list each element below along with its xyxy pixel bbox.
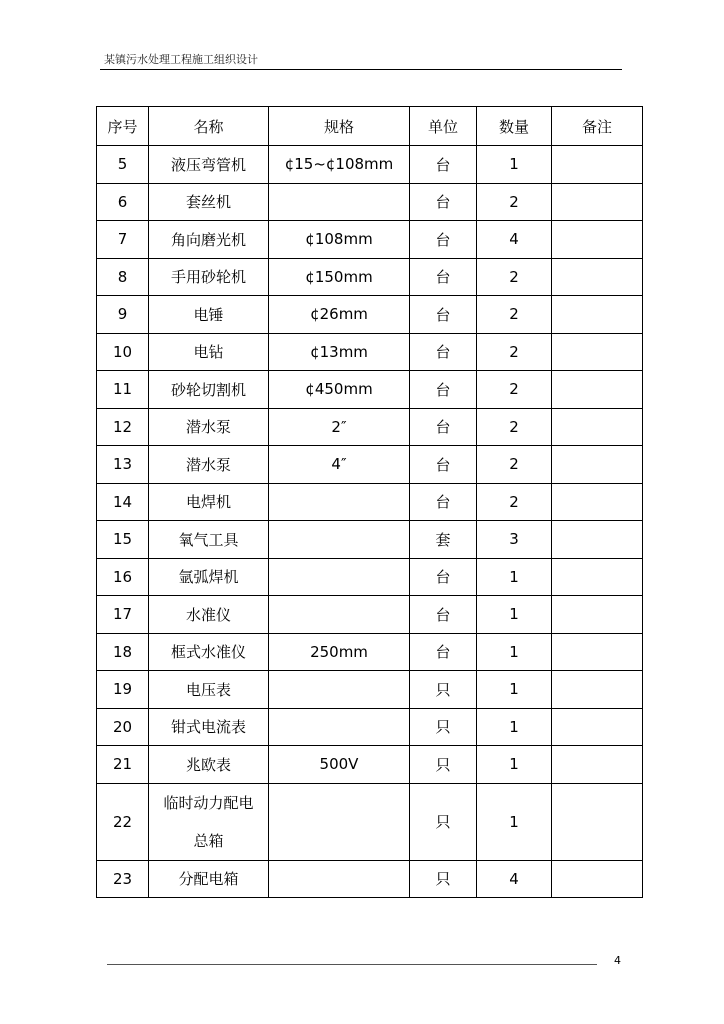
cell-note: [552, 183, 643, 221]
cell-name: 套丝机: [149, 183, 269, 221]
cell-unit: 台: [410, 371, 477, 409]
cell-no: 9: [97, 296, 149, 334]
cell-spec: 250mm: [269, 633, 410, 671]
cell-unit: 台: [410, 296, 477, 334]
cell-unit: 台: [410, 558, 477, 596]
cell-unit: 台: [410, 183, 477, 221]
table-row: [97, 708, 643, 746]
cell-note: [552, 783, 643, 860]
table-row: [97, 633, 643, 671]
cell-note: [552, 446, 643, 484]
column-header-spec: 规格: [269, 107, 410, 146]
cell-note: [552, 671, 643, 709]
cell-note: [552, 746, 643, 784]
column-header-note: 备注: [552, 107, 643, 146]
footer-divider: [107, 964, 597, 965]
cell-no: 22: [97, 783, 149, 860]
cell-spec: ¢26mm: [269, 296, 410, 334]
cell-no: 8: [97, 258, 149, 296]
table-row: [97, 183, 643, 221]
cell-name: 水准仪: [149, 596, 269, 634]
cell-note: [552, 558, 643, 596]
table-row: [97, 296, 643, 334]
cell-unit: 只: [410, 746, 477, 784]
cell-qty: 1: [477, 671, 552, 709]
cell-qty: 1: [477, 708, 552, 746]
cell-no: 15: [97, 521, 149, 559]
cell-name: 手用砂轮机: [149, 258, 269, 296]
cell-spec: ¢13mm: [269, 333, 410, 371]
cell-no: 18: [97, 633, 149, 671]
cell-name: 砂轮切割机: [149, 371, 269, 409]
cell-name: 潜水泵: [149, 446, 269, 484]
cell-qty: 1: [477, 633, 552, 671]
cell-qty: 2: [477, 446, 552, 484]
table-row: [97, 783, 643, 860]
cell-spec: ¢450mm: [269, 371, 410, 409]
cell-spec: [269, 521, 410, 559]
cell-qty: 2: [477, 483, 552, 521]
cell-spec: [269, 860, 410, 898]
cell-spec: [269, 783, 410, 860]
cell-note: [552, 258, 643, 296]
cell-unit: 台: [410, 408, 477, 446]
cell-unit: 台: [410, 483, 477, 521]
cell-note: [552, 596, 643, 634]
cell-unit: 只: [410, 783, 477, 860]
cell-spec: 2″: [269, 408, 410, 446]
cell-qty: 1: [477, 783, 552, 860]
cell-no: 23: [97, 860, 149, 898]
cell-spec: ¢108mm: [269, 221, 410, 259]
cell-unit: 只: [410, 860, 477, 898]
cell-note: [552, 146, 643, 184]
cell-name: 电压表: [149, 671, 269, 709]
cell-no: 6: [97, 183, 149, 221]
cell-no: 13: [97, 446, 149, 484]
cell-spec: ¢150mm: [269, 258, 410, 296]
cell-note: [552, 860, 643, 898]
cell-no: 16: [97, 558, 149, 596]
cell-name: 潜水泵: [149, 408, 269, 446]
cell-name: 液压弯管机: [149, 146, 269, 184]
table-row: [97, 258, 643, 296]
cell-qty: 1: [477, 146, 552, 184]
cell-note: [552, 708, 643, 746]
table-row: [97, 558, 643, 596]
table-row: [97, 146, 643, 184]
cell-name: 电焊机: [149, 483, 269, 521]
cell-spec: ¢15~¢108mm: [269, 146, 410, 184]
cell-unit: 台: [410, 596, 477, 634]
document-header-title: 某镇污水处理工程施工组织设计: [104, 53, 258, 66]
cell-qty: 4: [477, 860, 552, 898]
cell-name: 兆欧表: [149, 746, 269, 784]
cell-spec: [269, 596, 410, 634]
cell-name: 角向磨光机: [149, 221, 269, 259]
table-row: [97, 746, 643, 784]
cell-spec: [269, 183, 410, 221]
cell-name: 框式水准仪: [149, 633, 269, 671]
column-header-no: 序号: [97, 107, 149, 146]
cell-note: [552, 633, 643, 671]
cell-no: 21: [97, 746, 149, 784]
cell-qty: 1: [477, 596, 552, 634]
cell-note: [552, 371, 643, 409]
cell-no: 7: [97, 221, 149, 259]
cell-spec: [269, 483, 410, 521]
cell-unit: 台: [410, 221, 477, 259]
cell-no: 12: [97, 408, 149, 446]
cell-unit: 只: [410, 671, 477, 709]
table-header-row: [97, 107, 643, 146]
table-row: [97, 860, 643, 898]
cell-qty: 2: [477, 408, 552, 446]
cell-qty: 2: [477, 371, 552, 409]
cell-name-line2: 总箱: [193, 831, 224, 850]
header-divider: [100, 69, 622, 70]
cell-spec: 500V: [269, 746, 410, 784]
table-row: [97, 596, 643, 634]
cell-note: [552, 483, 643, 521]
cell-qty: 4: [477, 221, 552, 259]
table-row: [97, 483, 643, 521]
cell-unit: 台: [410, 146, 477, 184]
table-row: [97, 221, 643, 259]
cell-note: [552, 296, 643, 334]
cell-no: 17: [97, 596, 149, 634]
cell-qty: 3: [477, 521, 552, 559]
cell-qty: 2: [477, 183, 552, 221]
cell-qty: 2: [477, 333, 552, 371]
cell-name: 电锤: [149, 296, 269, 334]
cell-spec: 4″: [269, 446, 410, 484]
table-row: [97, 671, 643, 709]
table-row: [97, 446, 643, 484]
cell-note: [552, 408, 643, 446]
column-header-qty: 数量: [477, 107, 552, 146]
cell-qty: 2: [477, 258, 552, 296]
cell-note: [552, 333, 643, 371]
table-row: [97, 408, 643, 446]
column-header-unit: 单位: [410, 107, 477, 146]
cell-no: 20: [97, 708, 149, 746]
column-header-name: 名称: [149, 107, 269, 146]
cell-qty: 2: [477, 296, 552, 334]
cell-note: [552, 521, 643, 559]
cell-no: 5: [97, 146, 149, 184]
cell-unit: 台: [410, 633, 477, 671]
cell-no: 14: [97, 483, 149, 521]
cell-name: 电钻: [149, 333, 269, 371]
cell-name: 分配电箱: [149, 860, 269, 898]
cell-spec: [269, 558, 410, 596]
cell-note: [552, 221, 643, 259]
cell-no: 19: [97, 671, 149, 709]
table-row: [97, 371, 643, 409]
cell-unit: 台: [410, 333, 477, 371]
cell-name: 氩弧焊机: [149, 558, 269, 596]
cell-unit: 套: [410, 521, 477, 559]
cell-spec: [269, 671, 410, 709]
cell-name: 氧气工具: [149, 521, 269, 559]
cell-name: 钳式电流表: [149, 708, 269, 746]
cell-no: 10: [97, 333, 149, 371]
cell-name: [149, 783, 269, 860]
cell-no: 11: [97, 371, 149, 409]
cell-qty: 1: [477, 746, 552, 784]
cell-qty: 1: [477, 558, 552, 596]
equipment-table: [96, 106, 643, 898]
cell-spec: [269, 708, 410, 746]
cell-unit: 台: [410, 258, 477, 296]
cell-name-line1: 临时动力配电: [163, 793, 254, 812]
cell-unit: 只: [410, 708, 477, 746]
table-row: [97, 521, 643, 559]
page-number: 4: [614, 954, 621, 967]
cell-unit: 台: [410, 446, 477, 484]
table-row: [97, 333, 643, 371]
